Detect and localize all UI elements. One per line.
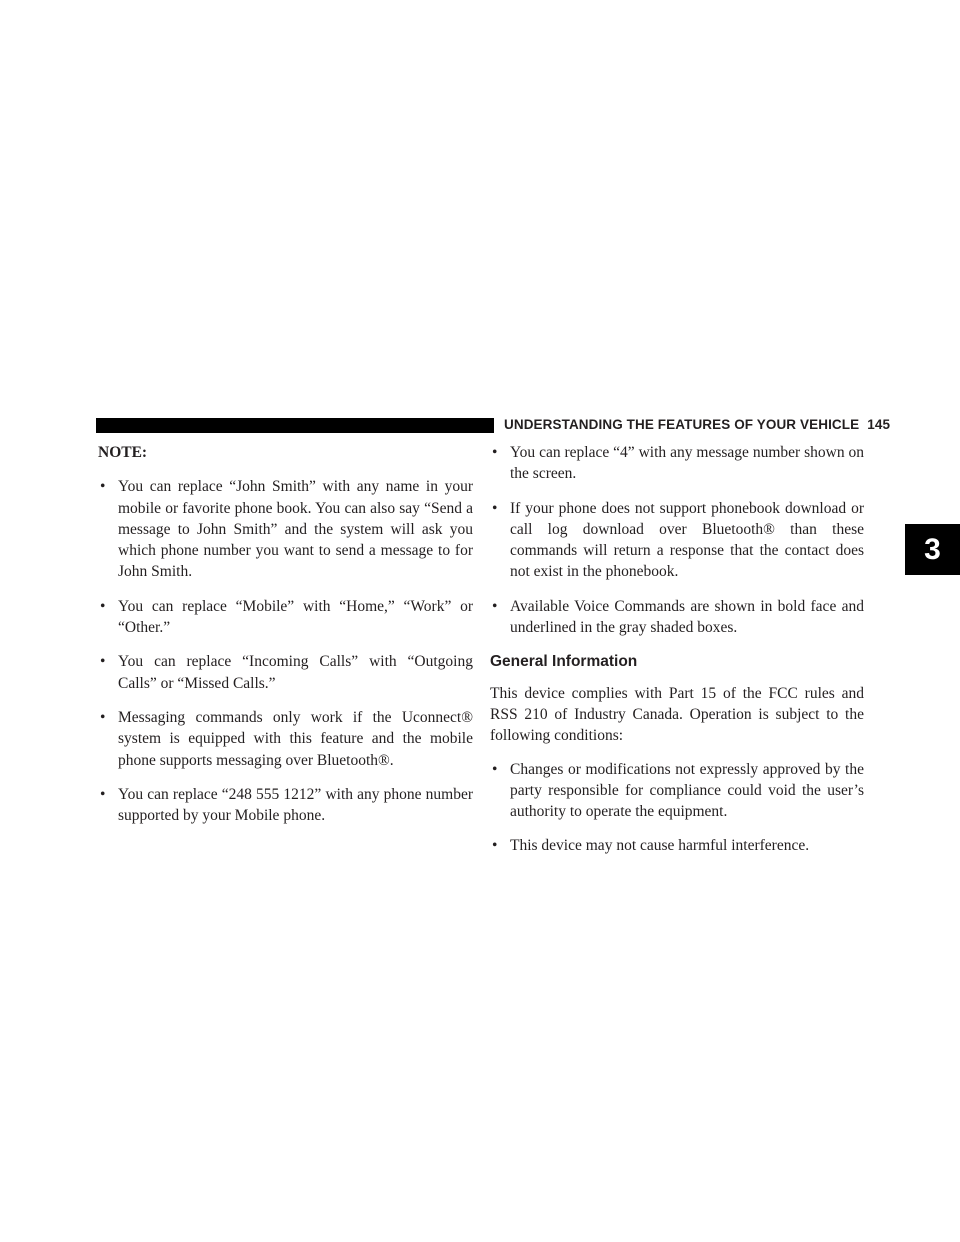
bullet-icon: • (100, 785, 106, 803)
list-item (98, 707, 473, 771)
list-item-text: If your phone does not support phonebook download or call log download over Bluetooth® than these commands will return a response that the contact does not exist in the phonebook. (510, 499, 864, 581)
list-item (98, 476, 473, 582)
header-rule-bar (96, 418, 494, 433)
list-item-text: You can replace “Incoming Calls” with “Outgoing Calls” or “Missed Calls.” (118, 653, 473, 692)
bullet-icon: • (100, 597, 106, 615)
bullet-icon: • (100, 708, 106, 726)
list-item-text: You can replace “John Smith” with any name in your mobile or favorite phone book. You can also say “Send a message to John Smith” and the system will ask you which phone number you want to send a message to for John Smith. (118, 478, 473, 581)
note-bullet-list-continued (490, 442, 864, 638)
list-item (490, 835, 864, 856)
section-heading: General Information (490, 653, 638, 671)
list-item (490, 759, 864, 823)
bullet-icon: • (492, 499, 498, 517)
list-item-text: You can replace “Mobile” with “Home,” “Work” or “Other.” (118, 597, 473, 637)
list-item-text: You can replace “248 555 1212” with any phone number supported by your Mobile phone. (118, 785, 473, 825)
list-item (490, 442, 864, 485)
list-item (98, 784, 473, 827)
left-column (98, 442, 473, 839)
list-item-text: Messaging commands only work if the Uconnect® system is equipped with this feature and the mobile phone supports messaging over Bluetooth®. (118, 708, 473, 769)
bullet-icon: • (100, 653, 106, 671)
list-item (98, 596, 473, 639)
conditions-list (490, 759, 864, 857)
bullet-icon: • (492, 837, 498, 855)
chapter-tab: 3 (905, 524, 960, 575)
right-column (490, 442, 864, 870)
bullet-icon: • (492, 444, 498, 461)
page-number: 145 (867, 417, 891, 432)
note-label: NOTE: (98, 444, 148, 461)
bullet-icon: • (492, 760, 498, 778)
note-bullet-list (98, 476, 473, 826)
fcc-paragraph: This device complies with Part 15 of the FCC rules and RSS 210 of Industry Canada. Operation is subject to the following conditions: (490, 684, 864, 745)
list-item-text: Available Voice Commands are shown in bold face and underlined in the gray shaded boxes. (510, 597, 864, 637)
list-item-text: This device may not cause harmful interference. (510, 837, 810, 855)
bullet-icon: • (100, 478, 106, 496)
running-header (504, 417, 890, 432)
list-item (490, 596, 864, 639)
header-title: UNDERSTANDING THE FEATURES OF YOUR VEHICLE (504, 417, 860, 432)
list-item-text: You can replace “4” with any message number shown on the screen. (510, 444, 864, 483)
list-item (490, 498, 864, 583)
list-item (98, 651, 473, 694)
list-item-text: Changes or modifications not expressly approved by the party responsible for compliance could void the user’s authority to operate the equipment. (510, 760, 864, 821)
bullet-icon: • (492, 597, 498, 615)
